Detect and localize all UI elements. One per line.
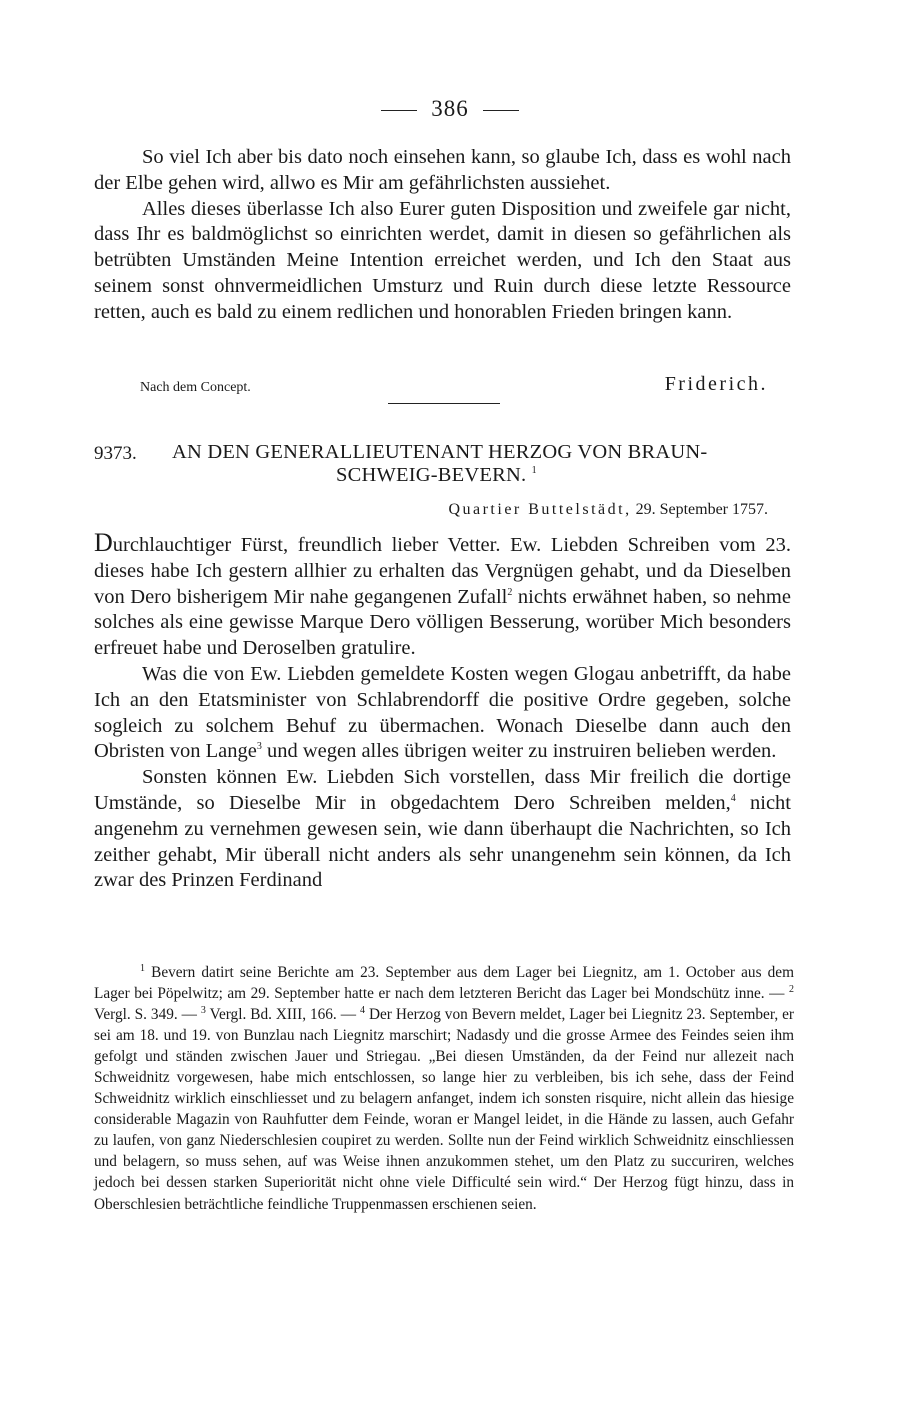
paragraph: So viel Ich aber bis dato noch einsehen kann, so glaube Ich, dass es wohl nach der Elbe gehen wird, allwo es Mir am gefährlichsten aussiehet. [94, 146, 791, 194]
paragraph-text: Was die von Ew. Liebden gemeldete Kosten wegen Glogau anbetrifft, da habe Ich an den Etatsminister von Schlabrendorff die positive Ordre gegeben, solche sogleich zu solchem Behuf zu übermachen. Wonach Dieselbe dann auch den Obristen von Lange [94, 662, 791, 763]
closing-row [140, 372, 768, 396]
header-dash-left [381, 110, 417, 111]
section-divider [388, 403, 500, 404]
paragraph-text: nichts erwähnet haben, so nehme solches als eine gewisse Marque Dero völligen Besserung, worüber Mich besonders erfreuet habe und Deroselben gratulire. [94, 585, 791, 660]
paragraph: Alles dieses überlasse Ich also Eurer guten Disposition und zweifele gar nicht, dass Ihr es baldmöglichst so einrichten werdet, damit in diesen so gefährlichen als betrübten Umständen Meine Intention erreichet werden, und Ich den Staat aus seinem sonst ohnvermeidlichen Umsturz und Ruin durch diese letzte Ressource retten, auch es bald zu einem redlichen und honorablen Frieden bringen kann. [94, 197, 791, 323]
footnote-ref: 1 [531, 465, 537, 477]
footnote-ref: 2 [507, 586, 513, 598]
paragraph [94, 765, 791, 894]
letter-number: 9373. [94, 443, 137, 464]
footnote-ref: 4 [730, 793, 736, 805]
dateline-place: Quartier Buttelstädt, [448, 501, 632, 518]
paragraph-text: Sonsten können Ew. Liebden Sich vorstellen, dass Mir freilich die dortige Umstände, so Dieselbe Mir in obgedachtem Dero Schreiben melden, [94, 766, 791, 814]
initial-letter: D [94, 528, 113, 557]
heading-line-1: AN DEN GENERALLIEUTENANT HERZOG VON BRAUN- [172, 441, 708, 463]
footnote-number: 4 [359, 1005, 365, 1016]
letter-body [94, 530, 791, 894]
paragraph [94, 662, 791, 765]
source-note: Nach dem Concept. [140, 380, 251, 395]
footnote-text: Vergl. Bd. XIII, 166. — [205, 1006, 360, 1024]
paragraph-text: urchlauchtiger Fürst, freundlich lieber Vetter. Ew. Liebden Schreiben vom 23. dieses habe Ich gestern allhier zu erhalten das Vergnügen gehabt, und da Dieselben von Dero bisherigem Mir nahe gegangenen Zufall [94, 534, 791, 608]
paragraph-text: nicht angenehm zu vernehmen gewesen sein, wie dann überhaupt die Nachrichten, so Ich zeither gehabt, Mir überall nicht anders als sehr unangenehm sein können, da Ich zwar des Prinzen Ferdinand [94, 791, 791, 892]
paragraph-text: und wegen alles übrigen weiter zu instruiren belieben werden. [261, 740, 777, 763]
heading-line-2-text: SCHWEIG-BEVERN. [336, 464, 527, 486]
footnote-text: Der Herzog von Bevern meldet, Lager bei Liegnitz 23. September, er sei am 18. und 19. von Bunzlau nach Liegnitz marschirt; Nadasdy und die grosse Armee des Feindes seien ihm gefolgt und ständen zwischen Jauer und Striegau. „Bei diesen Umständen, da der Feind nur allezeit nach Schweidnitz vorgewesen, habe mich entschlossen, so lange hier zu verbleiben, bis ich sehe, dass der Feind Schweidnitz wirklich einschliesset und zu belagern anfanget, indem ich sonsten risquire, nicht allein das hiesige considerable Magazin von Rauhfutter dem Feinde, woran er Mangel leidet, in die Hände zu lassen, auch Gefahr zu laufen, von ganz Niederschlesien coupiret zu werden. Sollte nun der Feind wirklich Schweidnitz einschliessen und belagern, so muss sehen, auf was Weise ihnen anzukommen stehet, um den Platz zu succuriren, welches jedoch bei dessen starken Superiorität nicht ohne viele Difficulté sein wird.“ Der Herzog fügt hinzu, dass in Oberschlesien beträchtliche feindliche Truppenmassen erschienen seien. [94, 1006, 794, 1213]
footnote-text: Bevern datirt seine Berichte am 23. September aus dem Lager bei Liegnitz, am 1. October aus dem Lager bei Pöpelwitz; am 29. September hatte er nach dem letzteren Bericht das Lager bei Mondschütz inne. — [94, 964, 794, 1003]
footnotes [94, 962, 794, 1215]
previous-letter-ending [94, 145, 791, 326]
footnote-number: 1 [140, 962, 145, 974]
footnote-ref: 3 [256, 741, 262, 753]
signature: Friderich. [664, 373, 768, 395]
page-number: 386 [431, 96, 469, 121]
paragraph [94, 530, 791, 662]
heading-line-2 [336, 463, 537, 487]
header-dash-right [483, 110, 519, 111]
dateline-date: 29. September 1757. [631, 501, 768, 518]
footnote-text: Vergl. S. 349. — [94, 1006, 201, 1024]
footnote-paragraph [94, 962, 794, 1215]
footnote-number: 3 [200, 1005, 206, 1016]
page-header [0, 96, 900, 122]
footnote-number: 2 [789, 983, 794, 995]
dateline [448, 501, 768, 519]
